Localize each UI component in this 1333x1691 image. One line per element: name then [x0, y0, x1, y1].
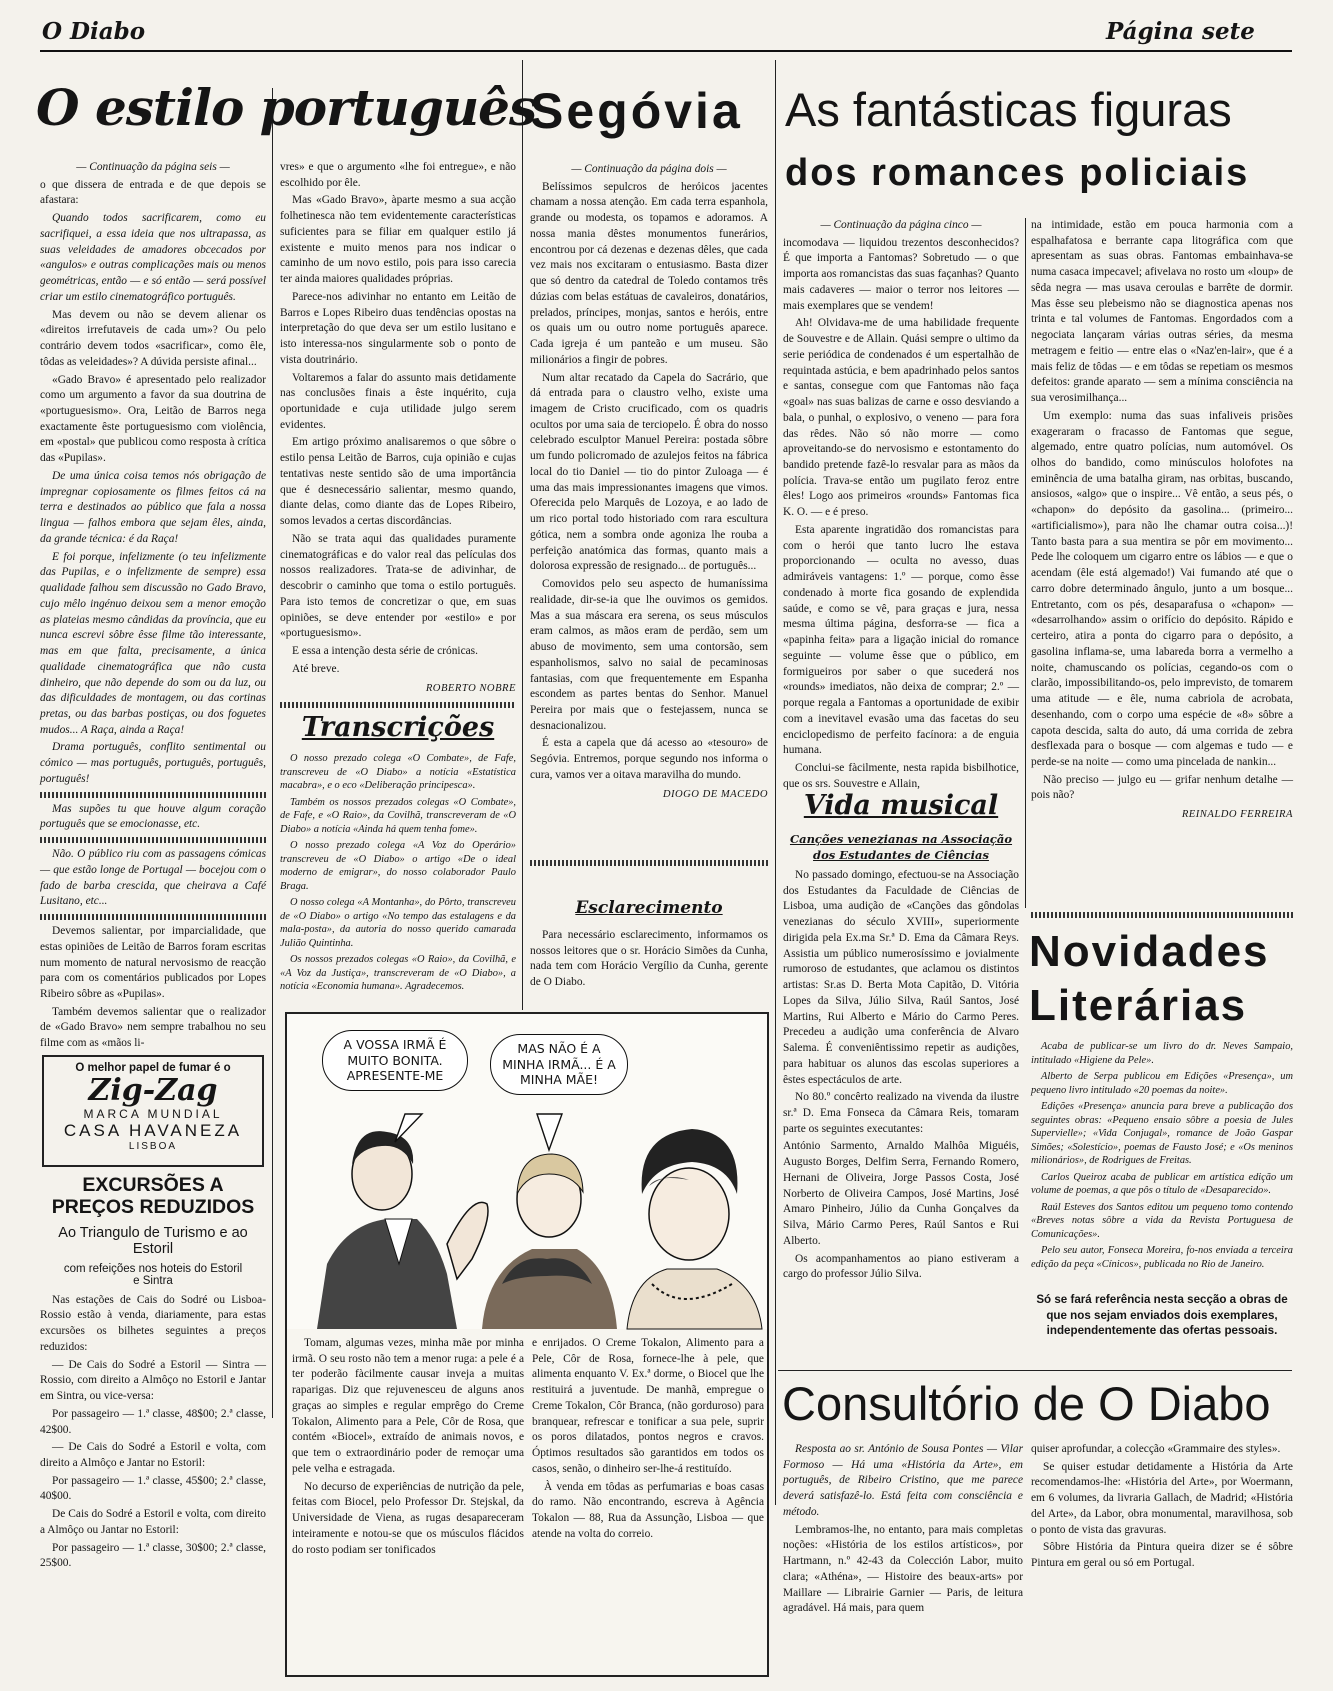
paragraph: Mas «Gado Bravo», àparte mesmo a sua acção folhetinesca não tem evidentemente características suficientes para se filiar em qualquer estilo já existente e muito menos para nos indicar o caminho de um novo estilo, pois para isso carecia ter ainda maiores qualidades próprias. — [280, 194, 516, 286]
paragraph: Não se trata aqui das qualidades puramente cinematográficas e do valor real das películas dos nossos realizadores. Trata-se de adivinhar, de descobrir o caminho que toma o estilo português. Para isto temos de concretizar o que, em suas opiniões, se deve entender por «estilo» e por «portuguesismo». — [280, 532, 516, 640]
section-title-vida-musical: Vida musical — [803, 790, 999, 821]
consultorio-column-2 — [1031, 1442, 1293, 1682]
paragraph: Não preciso — julgo eu — grifar nenhum detalhe — pois não? — [1031, 773, 1293, 802]
list-item: O nosso colega «A Montanha», do Pôrto, transcreveu de «O Diabo» o artigo «No tempo das estalagens e da mala-posta», da autoria do nosso querido camarada Julião Quintinha. — [280, 897, 516, 949]
excursoes-advertisement — [40, 1175, 266, 1680]
column-rule — [1025, 218, 1026, 908]
ad-title: EXCURSÕES A PREÇOS REDUZIDOS — [51, 1174, 255, 1218]
section-title-novidades-1: Novidades — [1029, 927, 1270, 976]
paragraph: Também devemos salientar que o realizador de «Gado Bravo» nem sempre trabalhou no seu filme com as «mãos li- — [40, 1005, 266, 1050]
paragraph: Belíssimos sepulcros de heróicos jacentes chamam a nossa atenção. Em cada terra espanhola, grande ou modesta, os topamos e adoramos. A nossa mania dêstes monumentos funerários, encontrou por cá dezenas e dezenas dêles, que cada vez mais nos excitaram o entusiasmo. Basta dizer que só dentro da catedral de Toledo contamos três dúzias com belas estátuas de cavaleiros, donatários, prelados, príncipes, monjas, santos e heróis, entre os quais um ou outro nome português aparece. Cada igreja é um panteão e um museu. São milionários a fingir de pobres. — [530, 180, 768, 366]
list-item: O nosso prezado colega «A Voz do Operário» transcreveu de «O Diabo» o artigo «De o ideal moderno de emigrar», do nosso colaborador Paulo Braga. — [280, 840, 516, 892]
novidades-note: Só se fará referência nesta secção a obras de que nos sejam enviados dois exemplares, independentemente das ofertas pessoais. — [1036, 1293, 1288, 1338]
paragraph: Para necessário esclarecimento, informamos os nossos leitores que o sr. Horácio Simões da Cunha, nada tem com Horácio Vergílio da Cunha, gerente de O Diabo. — [530, 929, 768, 989]
ad-line: LISBOA — [128, 1141, 178, 1152]
section-rule — [778, 1370, 1292, 1371]
separator — [280, 702, 516, 708]
list-item: Os nossos prezados colegas «O Raio», da Covilhã, e «A Voz da Justiça», transcreveram de «O Diabo», a notícia «Economia humana». Agradecemos. — [280, 954, 516, 993]
segovia-body — [530, 162, 768, 822]
signature: DIOGO DE MACEDO — [662, 788, 768, 800]
paragraph: Devemos salientar, por imparcialidade, que estas opiniões de Leitão de Barros foram escritas num momento de natural nervosismo de reacção para com os comentários publicados por Lopes Ribeiro sôbre as «Pupilas». — [40, 925, 266, 1000]
novidades-list — [1031, 1040, 1293, 1290]
woman-head — [649, 1168, 729, 1260]
speech-bubble-man: A VOSSA IRMÃ É MUITO BONITA. APRESENTE-ME — [322, 1030, 468, 1091]
signature: REINALDO FERREIRA — [1181, 809, 1293, 821]
paragraph: Sôbre História da Pintura queira dizer se é sôbre Pintura em geral ou só em Portugal. — [1031, 1541, 1293, 1570]
paragraph: À venda em tôdas as perfumarias e boas casas do ramo. Não encontrando, escreva à Agência Tokalon — 88, Rua da Assunção, Lisboa — que atende na volta do correio. — [532, 1480, 764, 1540]
policiais-column-1 — [783, 218, 1019, 790]
paragraph: Em artigo próximo analisaremos o que sôbre o estilo pensa Leitão de Barros, cuja opinião e cujas tentativas neste sentido são de uma importância que é desnecessário salientar, mesmo quando, diante delas, como diante das de Lopes Ribeiro, somos levados a certas discordâncias. — [280, 436, 516, 528]
paragraph: vres» e que o argumento «lhe foi entregue», e não escolhido por êle. — [280, 161, 516, 189]
section-title-consultorio: Consultório de O Diabo — [782, 1377, 1271, 1430]
list-item: Raúl Esteves dos Santos editou um pequeno tomo contendo «Breves notas sôbre a vida da Revista Portuguesa de Comunicações». — [1031, 1201, 1293, 1240]
section-title-novidades-2: Literárias — [1029, 981, 1248, 1030]
article-title-policiais-1: As fantásticas figuras — [785, 83, 1232, 136]
paragraph: Parece-nos adivinhar no entanto em Leitão de Barros e Lopes Ribeiro duas tendências opostas na interpretação do que deva ser um estilo lusitano e isto interessa-nos singularmente sob o ponto de vista doutrinário. — [280, 290, 516, 366]
header-rule — [40, 50, 1292, 52]
ad-body — [40, 1293, 266, 1653]
paragraph: António Sarmento, Arnaldo Malhôa Miguéis, Augusto Borges, Delfim Serra, Fernando Romero, Hernani de Oliveira, Jorge Passos Costa, José Norberto de Oliveira Campos, José Martins, José Amaro Pinheiro, Júlio da Cunha Gonçalves da Silva, Mário Carmo Peres, Raúl Santos e Rui Alberto. — [783, 1140, 1019, 1247]
list-item: Pelo seu autor, Fonseca Moreira, fo-nos enviada a terceira edição da peça «Cínicos», publicada no Rio de Janeiro. — [1031, 1245, 1293, 1270]
paragraph: Se quiser estudar detidamente a História da Arte recomendamos-lhe: «História del Arte», por Woermann, em 6 volumes, da livraria Gallach, de Madrid; «História del Arte», da Labor, obra monumental, maravilhosa, sob o ponto de vista das gravuras. — [1031, 1460, 1293, 1536]
article-title-policiais-2: dos romances policiais — [785, 152, 1250, 194]
paragraph: incomodava — liquidou trezentos desconhecidos? É que importa a Fantomas? Sobretudo — o que importa aos romancistas das suas façanhas? Quanto mais cadaveres — maior o terror nos leitores — mais exemplares que se vendem! — [783, 236, 1019, 312]
separator — [40, 914, 266, 920]
paragraph: e enrijados. O Creme Tokalon, Alimento para a Pele, Côr de Rosa, fornece-lhe à pele, que alimenta enquanto V. Ex.ª dorme, o Biocel que lhe restituirá a juventude. De manhã, empregue o Creme Tokalon, Côr Branca, (não gorduroso) para branquear, refrescar e tonificar a sua pele, suprir os poros dilatados, pontos negros e cravos. Óptimos resultados são garantidos em todos os casos, senão, o dinheiro ser-lhe-á restituído. — [532, 1337, 764, 1475]
continuation-note: — Continuação da página cinco — — [820, 219, 982, 231]
ad-line: O melhor papel de fumar é o — [75, 1062, 231, 1074]
separator — [530, 860, 768, 866]
paragraph: Mas devem ou não se devem alienar os «direitos irrefutaveis de cada um»? Ou pelo contrário devem todos «sacrificar», como êle, tôdas as veleidades»? A dúvida persiste afinal... — [40, 308, 266, 368]
paragraph: De Cais do Sodré a Estoril e volta, com direito a Almôço ou Jantar no Estoril: — [40, 1508, 266, 1536]
paragraph: na intimidade, estão em pouca harmonia com a espalhafatosa e berrante capa litográfica com que apresentam as suas obras. Fantomas embainhava-se numa casaca impecavel; afivelava no rosto um «loup» de sêda negra — mas usava ceroulas e barrête de dormir. Mas êsse seu plebeismo não se diagnostica apenas nos trinta e tal volumes de Fantomas. Engordados com a negociata lançaram várias outras séries, da mesma metragem e feitio — entre elas o «Naz'en-lair», que é a mais feliz de tôdas — e em tôdas se repetiam os mesmos defeitos: grande aparato — sem a mínima consciência na sua verosimilhança... — [1031, 219, 1293, 405]
list-item: Acaba de publicar-se um livro do dr. Neves Sampaio, intitulado «Higiene da Pele». — [1031, 1041, 1293, 1066]
continuation-note: — Continuação da página seis — — [76, 161, 230, 173]
paragraph: Num altar recatado da Capela do Sacrário, que dá entrada para o claustro velho, existe uma imagem de Cristo crucificado, com os quadris ocultos por uma saia de terciopelo. É obra do nosso celebrado esculptor Manuel Pereira: postada sôbre um fundo policromado de azulejos feitos na fábrica local do tio Daniel — tio do pintor Zuloaga — é uma das mais impressionantes imagens que vimos. Oferecida pelo Marquês de Lozoya, e ao lado de um rico portal todo historiado com rara escultura gótica, nem a sombra onde agoniza lhe rouba a perfeição anatómica das formas, quanto mais a dolorosa expressão de resignado... de português... — [530, 371, 768, 573]
column-rule — [775, 60, 776, 1505]
paragraph: No decurso de experiências de nutrição da pele, feitas com Biocel, pelo Professor Dr. Stejskal, da Universidade de Viena, as rugas desapareceram inteiramente e notou-se que os músculos flácidos do rosto podiam ser tonificados — [292, 1480, 524, 1556]
paragraph: E foi porque, infelizmente (o teu infelizmente das Pupilas, e o infelizmente de sempre) essa qualidade falhou sem discussão no Gado Bravo, cujo mêlo ingénuo deixou sem a menor emoção as plateias mesmo cândidas da província, que eu nunca escrevi sôbre êsse filme tão interessante, mas em que falta, precisamente, a única qualidade cinematográfica que não custa dinheiro, que não depende do som ou da luz, ou das dificuldades de montagem, ou das cortinas pretas, ou das barbas postiças, ou dos foguetes mudos... A Raça, ainda a Raça! — [40, 550, 266, 736]
continuation-note: — Continuação da página dois — — [571, 163, 727, 175]
brand-logo: Zig-Zag — [88, 1073, 218, 1108]
esclarecimento-body — [530, 928, 768, 1008]
paragraph: No passado domingo, efectuou-se na Associação dos Estudantes da Faculdade de Ciências de Lisboa, uma audição de «Canções das gôndolas venezianas do século XVIII», superiormente dirigida pela Ex.ma Sr.ª D. Ema da Câmara Reys. Assistia um público numerosíssimo e jovialmente rumoroso de estudantes, que aclamou os distintos artistas: Sr.as D. Berta Mota Capitão, D. Vitória Lopes da Silva, Júlio Silva, Raúl Santos, José Martins, Rui Alberto e Mário do Carmo Peres. Precedeu a audição uma conferência de Alvaro Salema. É conveniêntissimo repetir as audições, para habituar os alunos das escolas superiores a êstes espectáculos de arte. — [783, 869, 1019, 1086]
paragraph: Lembramos-lhe, no entanto, para mais completas noções: «História de los estilos artísticos», por Hartmann, n.º 42-43 da Colección Labor, muito clara; «Athéna», — Histoire des beaux-arts» por Maillare — Librairie Garnier — Paris, de leitura agradável. Há mais, para quem — [783, 1523, 1023, 1615]
paragraph: Não. O público riu com as passagens cómicas — que estão longe de Portugal — bocejou com o fado de barba crescida, que cheirava a Café Lusitano, etc... — [40, 848, 266, 908]
ad-subtitle: Ao Triangulo de Turismo e ao Estoril — [58, 1224, 248, 1257]
page-number: Página sete — [1106, 18, 1255, 45]
ad-line: MARCA MUNDIAL — [83, 1107, 223, 1121]
list-item: Carlos Queiroz acaba de publicar em artística edição um volume de poemas, a que pôs o título de «Desaparecido». — [1031, 1171, 1293, 1197]
price-line: Por passageiro — 1.ª classe, 45$00; 2.ª classe, 40$00. — [40, 1474, 266, 1503]
zigzag-advertisement — [42, 1055, 264, 1167]
signature: ROBERTO NOBRE — [425, 682, 516, 694]
paragraph: E essa a intenção desta série de crónicas. — [292, 645, 478, 658]
list-item: O nosso prezado colega «O Combate», de Fafe, transcreveu de «O Diabo» a notícia «Estatística macabra», e o eco «Deliberação principesca». — [280, 753, 516, 792]
policiais-column-2 — [1031, 218, 1293, 908]
column-rule — [522, 60, 523, 1010]
paragraph: De uma única coisa temos nós obrigação de impregnar copiosamente os filmes feitos cá na terra e destinados ao público que fala a nossa lingua — falhos embora que sejam êles, ainda, da grande técnica: é da Raça! — [40, 469, 266, 545]
masthead-left: O Diabo — [42, 18, 146, 45]
section-title-transcricoes: Transcrições — [301, 712, 495, 743]
list-item: Também os nossos prezados colegas «O Combate», de Fafe, e «O Raio», da Covilhã, transcreveram de «O Diabo» a notícia «Ainda há quem tenha fome». — [280, 796, 516, 835]
price-line: Por passageiro — 1.ª classe, 30$00; 2.ª classe, 25$00. — [40, 1541, 266, 1570]
paragraph: Tomam, algumas vezes, minha mãe por minha irmã. O seu rosto não tem a menor ruga: a pele é a ter poderão fàcilmente causar inveja a muitas raparigas. Diz que rejuvenesceu de alguns anos graças ao simples e regular emprêgo do Creme Tokalon, Alimento para a Pele, Côr de Rosa, que contém «Biocel», extraído de animais novos, e que tem o extraordinário poder de remoçar uma pele velha e estragada. — [292, 1337, 524, 1475]
paragraph: Esta aparente ingratidão dos romancistas para com o herói que tanto lucro lhe estava proporcionando — oculta no avesso, duas admiráveis vantagens: 1.º — porque, como êsse condenado à morte fica gosando de explendida saúde, e como se vê, para graças e jura, nessa mesma última página, desforra-se — fica a «papinha feita» para a ligação inicial do romance seguinte — volume êsse que o público, em formigueiros por saber o que sucederá nos «rounds» imediatos, não deixa de comprar; 2.º — porque regala a Fantomas a oportunidade de exibir com a inevitavel evasão uma das facetas do seu enciclopedismo de perfeito facínora: a de enguia humana. — [783, 523, 1019, 757]
paragraph: Nas estações de Cais do Sodré ou Lisboa-Rossio estão à venda, diariamente, para estas excursões os bilhetes seguintes a preços reduzidos: — [40, 1293, 266, 1353]
article-title-segovia: Segóvia — [530, 83, 743, 139]
section-title-esclarecimento: Esclarecimento — [575, 898, 723, 918]
consultorio-column-1 — [783, 1442, 1023, 1682]
paragraph: Mas supões tu que houve algum coração português que se emocionasse, etc. — [40, 802, 266, 831]
paragraph: Até breve. — [292, 662, 340, 675]
tokalon-column-1 — [292, 1336, 524, 1666]
paragraph: quiser aprofundar, a colecção «Grammaire des styles». — [1031, 1443, 1281, 1455]
paragraph: Resposta ao sr. António de Sousa Pontes — Vilar Formoso — Há uma «História da Arte», em português, de Ribeiro Cristino, que me parece deverá satisfazê-lo. Está feita com consciência e método. — [783, 1443, 1023, 1518]
estilo-column-2 — [280, 160, 516, 700]
paragraph: Voltaremos a falar do assunto mais detidamente nas conclusões finais a êste inquérito, cuja oportunidade e cuja utilidade julgo serem evidentes. — [280, 371, 516, 431]
ad-subtitle: com refeições nos hoteis do Estoril e Sintra — [63, 1262, 243, 1287]
paragraph: Os acompanhamentos ao piano estiveram a cargo do professor Júlio Silva. — [783, 1252, 1019, 1281]
separator — [40, 792, 266, 798]
paragraph: Ah! Olvidava-me de uma habilidade frequente de Souvestre e de Allain. Quási sempre o ultimo da serie periódica de condenados é um espertalhão de requintada astúcia, e bem apadrinhado pelos santos e santas, consegue com que Fantomas não faça «goal» nas suas balizas de carne e osso desviando a bala, o punhal, o explosivo, o veneno — para fora das rêdes. Não só não morre — como aproveitando-se do nervosismo e estontamento do bandido pretende fazê-lo resvalar para as mãos da polícia. Trava-se então um pugilato feroz entre êles! Logo aos primeiros «rounds» Fantomas fica K. O. — e é preso. — [783, 317, 1019, 519]
separator — [1031, 912, 1293, 918]
separator — [40, 837, 266, 843]
paragraph: — De Cais do Sodré a Estoril — Sintra — Rossio, com direito a Almôço no Estoril e Jantar em Sintra, ou vice-versa: — [40, 1358, 266, 1403]
paragraph: «Gado Bravo» é apresentado pelo realizador como um argumento a favor da sua doutrina de «portuguesismo». Ora, Leitão de Barros nega exactamente êste portuguesismo com violência, em «postal» que publicou como resposta à crítica das «Pupilas». — [40, 373, 266, 465]
paragraph: Comovidos pelo seu aspecto de humaníssima realidade, dir-se-ia que lhe ouvimos os gemidos. Mas a sua máscara era serena, os seus músculos eram calmos, as mãos eram de perdão, sem um abuso de movimento, sem uma contorsão, sem espanholismos, salvo no saial de pecaminosas fantasias, com que frequentemente em Espanha escondem as partes bentas do Senhor. Manuel Pereira por mais que o festejassem, nunca se desnacionalizou. — [530, 578, 768, 732]
list-item: Alberto de Serpa publicou em Edições «Presença», um pequeno livro intitulado «20 poemas da noite». — [1031, 1071, 1293, 1096]
column-rule — [272, 88, 273, 1418]
ad-line: CASA HAVANEZA — [63, 1121, 243, 1140]
paragraph: Conclui-se fàcilmente, nesta rapida bisbilhotice, que os srs. Souvestre e Allain, — [783, 761, 1019, 790]
speech-bubble-girl: MAS NÃO É A MINHA IRMÃ... É A MINHA MÃE! — [490, 1034, 628, 1095]
paragraph: Quando todos sacrificarem, como eu sacrifiquei, a essa ideia que nos ultrapassa, as suas veleidades de amadores obcecados por «angulos» e outras complicações mais ou menos geométricas, então — e só então — será possível criar um estilo cinematográfico português. — [40, 212, 266, 303]
section-subtitle: Canções venezianas na Associação dos Estudantes de Ciências — [789, 832, 1013, 862]
article-title-estilo: O estilo português — [36, 78, 537, 137]
vida-musical-body — [783, 868, 1019, 1368]
price-line: Por passageiro — 1.ª classe, 48$00; 2.ª classe, 42$00. — [40, 1407, 266, 1436]
transcricoes-list — [280, 752, 516, 1002]
paragraph: o que dissera de entrada e de que depois se afastara: — [40, 178, 266, 207]
tokalon-column-2 — [532, 1336, 764, 1666]
paragraph: Drama português, conflito sentimental ou cómico — mas português, português, português, português! — [40, 741, 266, 785]
paragraph: É esta a capela que dá acesso ao «tesouro» de Segóvia. Entremos, porque segundo nos informa o cura, vamos ver a oitava maravilha do mundo. — [530, 737, 768, 781]
paragraph: No 80.º concêrto realizado na vivenda da ilustre sr.ª D. Ema Fonseca da Câmara Reis, tomaram parte os seguintes executantes: — [783, 1091, 1019, 1135]
paragraph: — De Cais do Sodré a Estoril e volta, com direito a Almôço e Jantar no Estoril: — [40, 1441, 266, 1469]
paragraph: Um exemplo: numa das suas infaliveis prisões exageraram o fracasso de Fantomas que segue, algemado, entre quatro polícias, num automóvel. Os olhos do bandido, como minúsculos holofotes na eminência de uma batalha giram, nas orbitas, buscando, ansiosos, «algo» que o inspire... Vê então, a seus pés, o «chapon» do depósito da gasolina... (primeiro... «artificialismo»), para não lhe chamar outra coisa...)! Tanto basta para a sua mentira se pôr em movimento... Pede lhe coloquem um cigarro entre os lábios — e que o acendam (êle está algemado!) Vai fumando até que o carro dobre determinado ângulo, junto a um bosque... Entretanto, com os pés, desaparafusa o «chapon» — «desarrolhando» assim o orifício do depósito. Rápido e certeiro, atira a ponta do cigarro para o depósito, a gasolina inflama-se, uma labareda borra a vermelho a noite, chamuscando os polícias, cegando-os com o clarão, impossibilitando-os, pelo imprevisto, de tomarem uma atitude — e êle, numa cabriola de acrobata, desenhando, com o corpo uma espécie de «8» sôbre a capota descida, salta do auto, dá uma corrida de zebra desflexada para o bosque — com algemas e tudo — e perde-se na noite — como uma pincelada de nankin... — [1031, 409, 1293, 768]
list-item: Edições «Presença» anuncia para breve a publicação dos seguintes obras: «Pequeno ensaio sôbre a poesia de Jules Supervielle»; «Vida Conjugal», romance de João Gaspar Simões; «Solestício», poemas de Fausto José; e «Os meninos milionários», de Rodrigues de Freitas. — [1031, 1101, 1293, 1167]
